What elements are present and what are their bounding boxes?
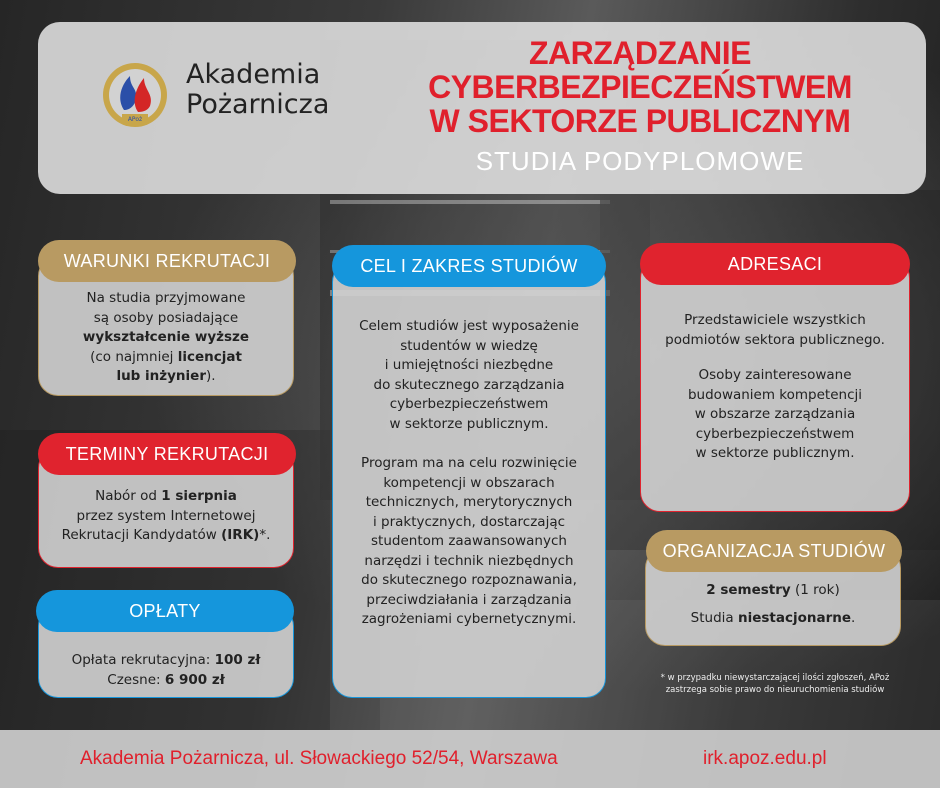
bold-text: niestacjonarne — [737, 609, 852, 626]
title-line: ZARZĄDZANIE — [528, 35, 752, 71]
text: Czesne: — [107, 671, 165, 688]
bold-text: 100 zł — [214, 652, 261, 668]
cel-box — [332, 262, 606, 698]
text-line: Celem studiów jest wyposażenie — [359, 318, 579, 334]
text-line: budowaniem kompetencji — [687, 386, 863, 403]
text-line: przez system Internetowej — [76, 507, 256, 524]
text-line: Przedstawiciele wszystkich — [684, 312, 866, 328]
adresaci-label: ADRESACI — [640, 243, 910, 285]
text: Rekrutacji Kandydatów — [61, 527, 222, 543]
text-line: podmiotów sektora publicznego. — [665, 331, 885, 348]
text-line — [39, 671, 293, 691]
text-line — [646, 581, 900, 601]
text-line: do skutecznego zarządzania — [373, 376, 565, 393]
text-line — [39, 487, 293, 507]
text-line — [646, 609, 900, 629]
footer — [0, 730, 940, 788]
text-line — [39, 328, 293, 348]
text-line — [39, 348, 293, 368]
text: Opłata rekrutacyjna: — [71, 652, 215, 668]
title-line: W SEKTORZE PUBLICZNYM — [429, 103, 851, 139]
title-line: CYBERBEZPIECZEŃSTWEM — [428, 69, 852, 105]
organizacja-label: ORGANIZACJA STUDIÓW — [646, 530, 902, 572]
text-line: są osoby posiadające — [93, 309, 239, 326]
footnote-line: zastrzega sobie prawo do nieuruchomienia studiów — [665, 685, 885, 695]
page-title — [360, 36, 920, 138]
bold-text: 2 semestry — [706, 582, 791, 598]
bold-text: 1 sierpnia — [161, 488, 237, 504]
text-line: cyberbezpieczeństwem — [389, 396, 549, 412]
bold-text: lub inżynier — [116, 368, 206, 384]
oplaty-label: OPŁATY — [36, 590, 294, 632]
text: Studia — [690, 609, 738, 626]
flame-shield-icon — [100, 60, 170, 130]
text-line — [39, 526, 293, 546]
text-line — [39, 367, 293, 387]
text-line: technicznych, merytorycznych — [365, 494, 573, 510]
terminy-label: TERMINY REKRUTACJI — [38, 433, 296, 475]
text-line: zagrożeniami cybernetycznymi. — [361, 611, 577, 627]
text-line: i praktycznych, dostarczając — [372, 513, 566, 530]
text-line: w sektorze publicznym. — [389, 415, 549, 432]
footer-url-link[interactable]: irk.apoz.edu.pl — [703, 748, 827, 769]
footnote-line: * w przypadku niewystarczającej ilości zgłoszeń, APoż — [660, 673, 890, 683]
logo-line2: Pożarnicza — [186, 89, 330, 120]
text: ). — [206, 368, 216, 384]
adresaci-box — [640, 258, 910, 512]
text-line: w sektorze publicznym. — [695, 445, 855, 461]
text-line — [39, 651, 293, 671]
text-line: studentom zaawansowanych — [371, 533, 567, 549]
text-line: studentów w wiedzę — [400, 337, 538, 354]
emblem-text: APoż — [127, 116, 143, 123]
text: . — [851, 609, 856, 626]
text-line: w obszarze zarządzania — [694, 406, 856, 422]
text-line: i umiejętności niezbędne — [384, 357, 554, 373]
text: (1 rok) — [790, 582, 840, 598]
text-line: kompetencji w obszarach — [383, 474, 555, 491]
footer-address: Akademia Pożarnicza, ul. Słowackiego 52/54, Warszawa — [80, 748, 558, 769]
text: *. — [259, 527, 271, 543]
logo-text — [186, 60, 329, 120]
bold-text: wykształcenie wyższe — [82, 329, 250, 345]
logo-line1: Akademia — [186, 59, 321, 90]
bold-text: 6 900 zł — [164, 671, 225, 688]
text-line: narzędzi i technik niezbędnych — [364, 552, 574, 569]
cel-label: CEL I ZAKRES STUDIÓW — [332, 245, 606, 287]
bold-text: licencjat — [177, 348, 242, 365]
text-line: przeciwdziałania i zarządzania — [366, 591, 572, 608]
text-line: cyberbezpieczeństwem — [695, 425, 855, 442]
warunki-label: WARUNKI REKRUTACJI — [38, 240, 296, 282]
text-line: Na studia przyjmowane — [86, 290, 246, 306]
text-line: do skutecznego rozpoznawania, — [361, 572, 577, 588]
page-subtitle: STUDIA PODYPLOMOWE — [475, 146, 805, 176]
footnote — [640, 672, 910, 696]
text: (co najmniej — [90, 348, 178, 365]
text-line: Osoby zainteresowane — [698, 367, 852, 383]
text-line: Program ma na celu rozwinięcie — [361, 455, 577, 471]
bold-text: (IRK) — [221, 527, 260, 543]
text: Nabór od — [95, 488, 162, 504]
